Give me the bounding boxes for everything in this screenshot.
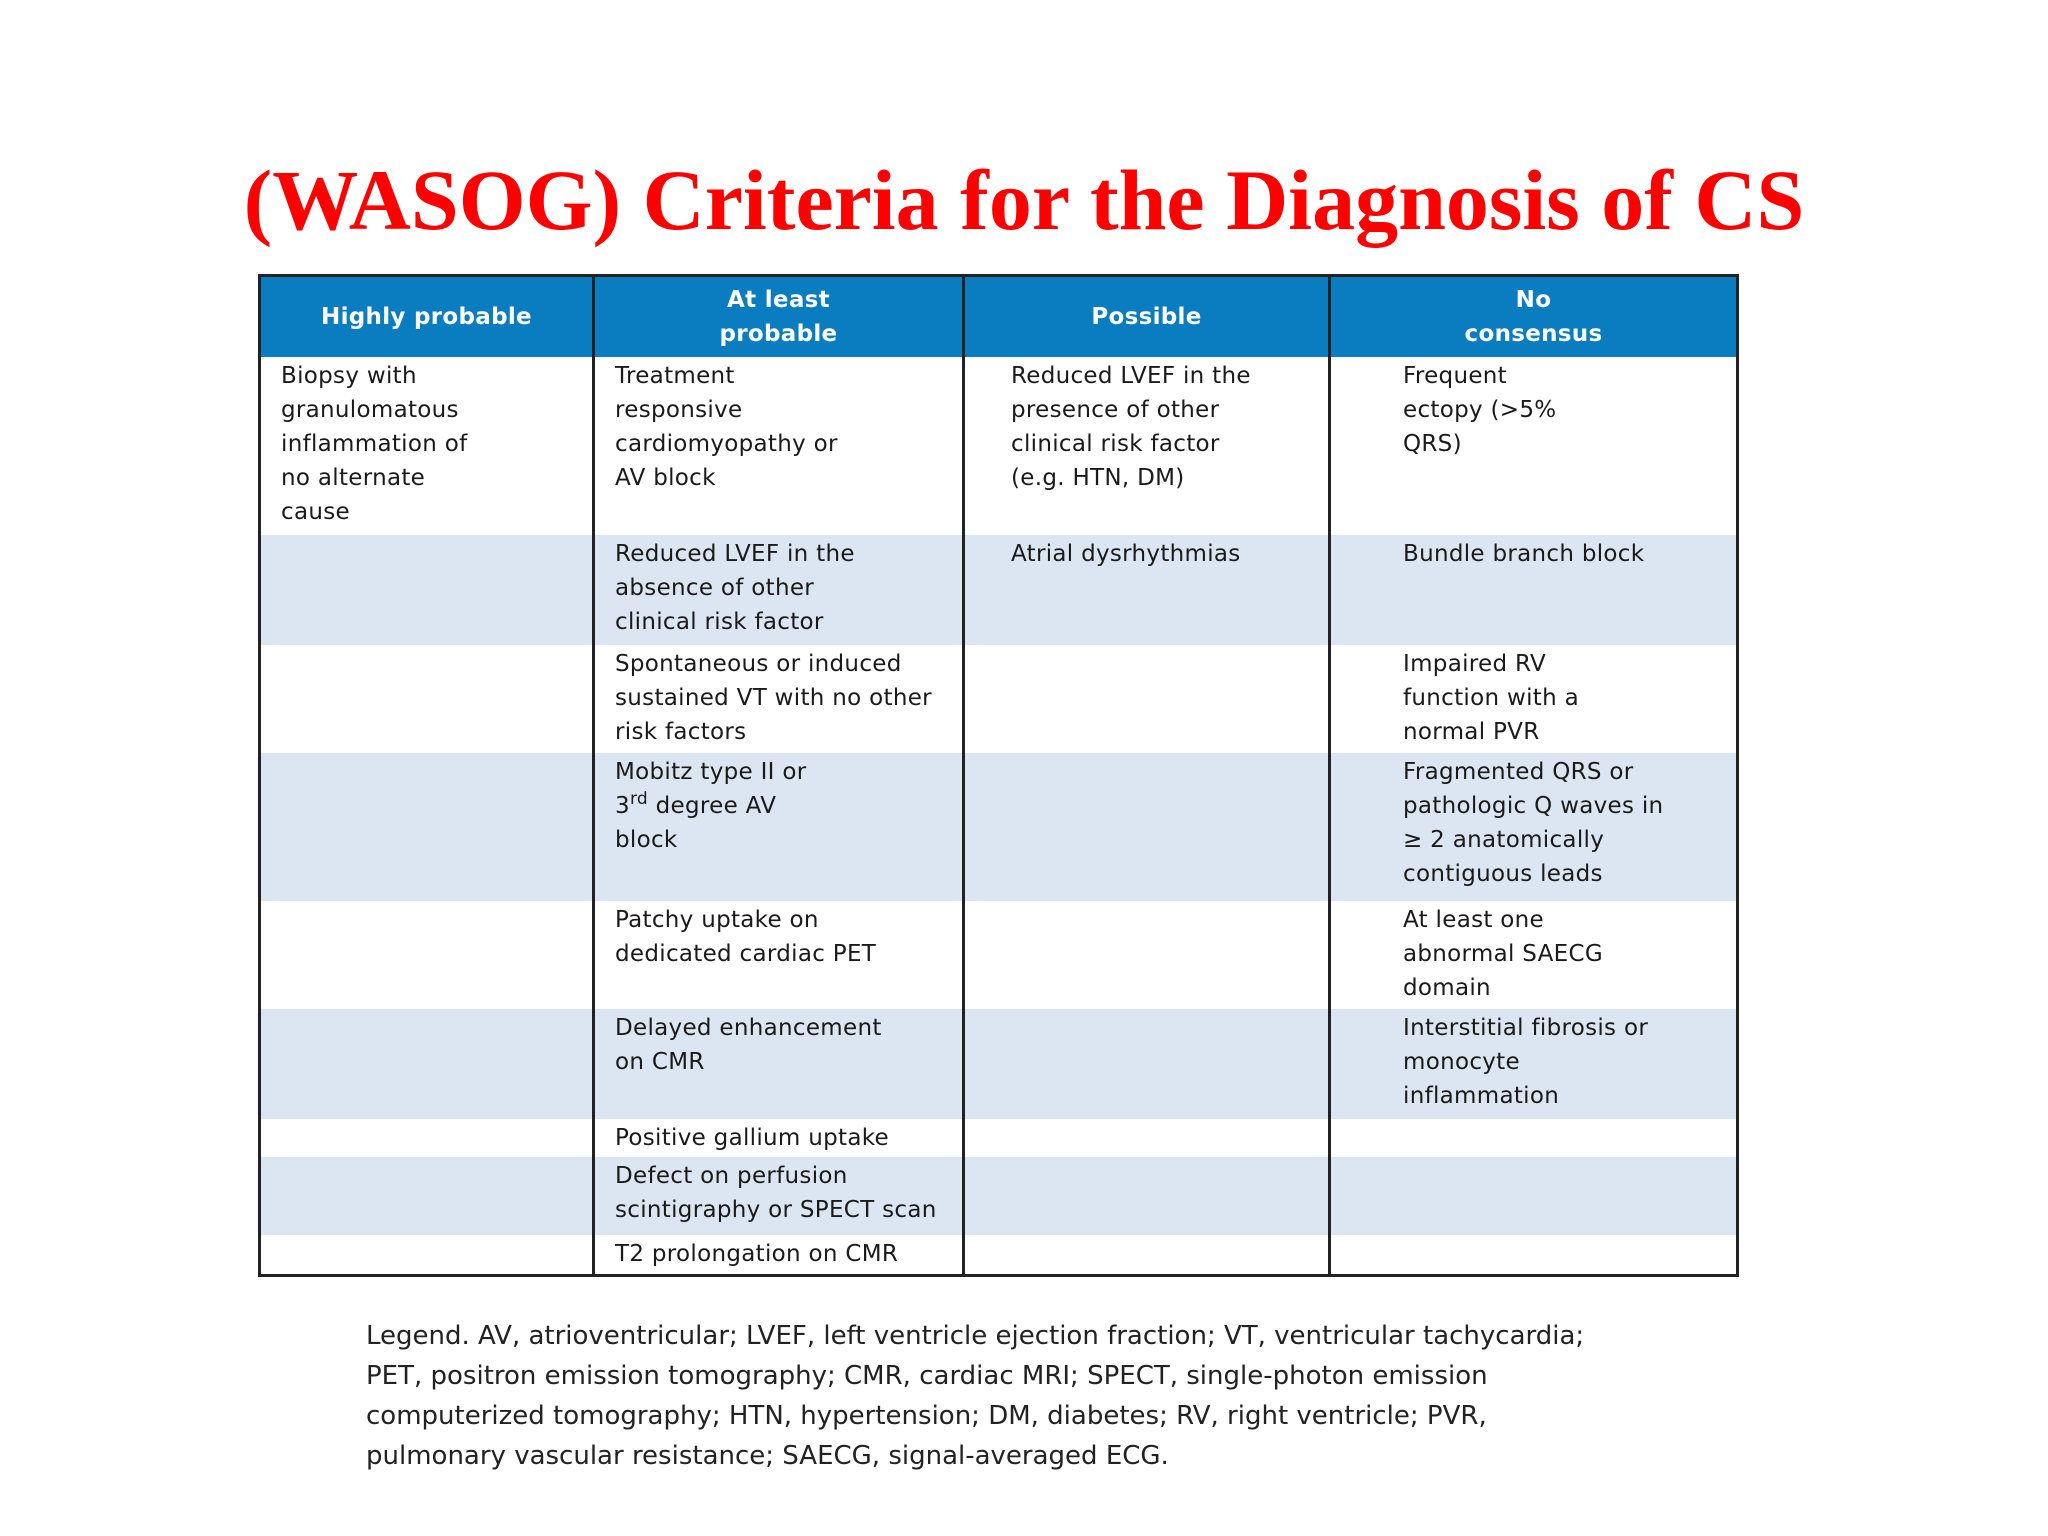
cell-line: Defect on perfusion bbox=[615, 1163, 848, 1189]
cell-line: Mobitz type II or bbox=[615, 759, 807, 785]
cell-line: clinical risk factor bbox=[1011, 431, 1220, 457]
cell-line: block bbox=[615, 827, 678, 853]
cell-at-least-probable bbox=[594, 645, 964, 753]
header-no-consensus-line: No bbox=[1515, 287, 1552, 313]
cell-line: inflammation bbox=[1403, 1083, 1560, 1109]
cell-at-least-probable bbox=[594, 1157, 964, 1235]
cell-line: QRS) bbox=[1403, 431, 1462, 457]
cell-line: Spontaneous or induced bbox=[615, 651, 902, 677]
cell-line: sustained VT with no other bbox=[615, 685, 932, 711]
cell-line: Interstitial fibrosis or bbox=[1403, 1015, 1649, 1041]
cell-line: abnormal SAECG bbox=[1403, 941, 1603, 967]
cell-line: Reduced LVEF in the bbox=[1011, 363, 1251, 389]
table-row bbox=[260, 1157, 1738, 1235]
cell-line: risk factors bbox=[615, 719, 747, 745]
cell-line: T2 prolongation on CMR bbox=[615, 1241, 899, 1267]
header-highly-probable-label: Highly probable bbox=[321, 304, 532, 330]
cell-possible bbox=[964, 1119, 1330, 1157]
cell-possible bbox=[964, 535, 1330, 645]
header-at-least-probable-line: probable bbox=[719, 321, 838, 347]
cell-no-consensus bbox=[1330, 753, 1738, 901]
cell-highly-probable bbox=[260, 753, 594, 901]
cell-line: Impaired RV bbox=[1403, 651, 1547, 677]
cell-line-rest: degree AV bbox=[648, 793, 777, 819]
table-header-row bbox=[260, 276, 1738, 358]
header-at-least-probable-line: At least bbox=[727, 287, 830, 313]
table-row bbox=[260, 1009, 1738, 1119]
table-row bbox=[260, 357, 1738, 535]
cell-no-consensus bbox=[1330, 645, 1738, 753]
cell-possible bbox=[964, 1157, 1330, 1235]
ordinal-suffix: rd bbox=[629, 789, 649, 809]
table-row bbox=[260, 901, 1738, 1009]
cell-at-least-probable bbox=[594, 357, 964, 535]
cell-line: function with a bbox=[1403, 685, 1579, 711]
cell-line: Treatment bbox=[615, 363, 735, 389]
cell-possible bbox=[964, 357, 1330, 535]
cell-line: Biopsy with bbox=[281, 363, 417, 389]
cell-highly-probable bbox=[260, 645, 594, 753]
cell-line: ectopy (>5% bbox=[1403, 397, 1557, 423]
cell-no-consensus bbox=[1330, 535, 1738, 645]
cell-line: presence of other bbox=[1011, 397, 1220, 423]
cell-line: absence of other bbox=[615, 575, 815, 601]
cell-no-consensus bbox=[1330, 1235, 1738, 1275]
cell-line: cause bbox=[281, 499, 350, 525]
cell-line: pathologic Q waves in bbox=[1403, 793, 1664, 819]
header-no-consensus bbox=[1330, 276, 1738, 358]
cell-at-least-probable bbox=[594, 1235, 964, 1275]
cell-line: normal PVR bbox=[1403, 719, 1540, 745]
cell-no-consensus bbox=[1330, 1157, 1738, 1235]
cell-line: monocyte bbox=[1403, 1049, 1520, 1075]
cell-line: no alternate bbox=[281, 465, 426, 491]
criteria-table bbox=[258, 274, 1739, 1277]
legend-line: computerized tomography; HTN, hypertension; DM, diabetes; RV, right ventricle; PVR, bbox=[366, 1401, 1487, 1431]
legend-line: Legend. AV, atrioventricular; LVEF, left ventricle ejection fraction; VT, ventricular tachycardia; bbox=[366, 1321, 1585, 1351]
cell-line: Positive gallium uptake bbox=[615, 1125, 889, 1151]
table-legend bbox=[366, 1316, 1686, 1476]
cell-line: inflammation of bbox=[281, 431, 468, 457]
cell-line: Fragmented QRS or bbox=[1403, 759, 1634, 785]
cell-line: responsive bbox=[615, 397, 743, 423]
cell-possible bbox=[964, 1009, 1330, 1119]
ordinal-number: 3 bbox=[615, 793, 630, 819]
cell-line: Patchy uptake on bbox=[615, 907, 819, 933]
cell-line: AV block bbox=[615, 465, 716, 491]
cell-possible bbox=[964, 645, 1330, 753]
legend-line: PET, positron emission tomography; CMR, cardiac MRI; SPECT, single-photon emission bbox=[366, 1361, 1488, 1391]
cell-highly-probable bbox=[260, 535, 594, 645]
table-row bbox=[260, 1235, 1738, 1275]
cell-possible bbox=[964, 901, 1330, 1009]
cell-highly-probable bbox=[260, 1119, 594, 1157]
cell-no-consensus bbox=[1330, 1009, 1738, 1119]
legend-line: pulmonary vascular resistance; SAECG, signal-averaged ECG. bbox=[366, 1441, 1169, 1471]
cell-no-consensus bbox=[1330, 357, 1738, 535]
cell-line: Reduced LVEF in the bbox=[615, 541, 855, 567]
cell-no-consensus bbox=[1330, 1119, 1738, 1157]
table-row bbox=[260, 645, 1738, 753]
cell-highly-probable bbox=[260, 1157, 594, 1235]
cell-line: Delayed enhancement bbox=[615, 1015, 882, 1041]
cell-at-least-probable bbox=[594, 1009, 964, 1119]
cell-line: Frequent bbox=[1403, 363, 1507, 389]
cell-possible bbox=[964, 753, 1330, 901]
cell-at-least-probable bbox=[594, 901, 964, 1009]
header-possible-label: Possible bbox=[1091, 304, 1202, 330]
cell-line: ≥ 2 anatomically bbox=[1403, 827, 1605, 853]
cell-line: domain bbox=[1403, 975, 1491, 1001]
header-possible bbox=[964, 276, 1330, 358]
cell-highly-probable bbox=[260, 357, 594, 535]
cell-highly-probable bbox=[260, 1009, 594, 1119]
cell-at-least-probable bbox=[594, 1119, 964, 1157]
table-row bbox=[260, 1119, 1738, 1157]
cell-possible bbox=[964, 1235, 1330, 1275]
table-row bbox=[260, 535, 1738, 645]
cell-line: Bundle branch block bbox=[1403, 541, 1645, 567]
cell-at-least-probable bbox=[594, 535, 964, 645]
cell-line bbox=[615, 789, 942, 823]
header-highly-probable bbox=[260, 276, 594, 358]
cell-highly-probable bbox=[260, 901, 594, 1009]
header-no-consensus-line: consensus bbox=[1464, 321, 1603, 347]
cell-line: (e.g. HTN, DM) bbox=[1011, 465, 1185, 491]
cell-line: dedicated cardiac PET bbox=[615, 941, 877, 967]
cell-at-least-probable bbox=[594, 753, 964, 901]
cell-line: cardiomyopathy or bbox=[615, 431, 838, 457]
cell-highly-probable bbox=[260, 1235, 594, 1275]
cell-line: contiguous leads bbox=[1403, 861, 1603, 887]
cell-line: clinical risk factor bbox=[615, 609, 824, 635]
cell-line: scintigraphy or SPECT scan bbox=[615, 1197, 937, 1223]
cell-no-consensus bbox=[1330, 901, 1738, 1009]
cell-line: Atrial dysrhythmias bbox=[1011, 541, 1241, 567]
table-row bbox=[260, 753, 1738, 901]
header-at-least-probable bbox=[594, 276, 964, 358]
cell-line: on CMR bbox=[615, 1049, 705, 1075]
cell-line: granulomatous bbox=[281, 397, 459, 423]
slide-title: (WASOG) Criteria for the Diagnosis of CS bbox=[243, 152, 1805, 248]
cell-line: At least one bbox=[1403, 907, 1545, 933]
